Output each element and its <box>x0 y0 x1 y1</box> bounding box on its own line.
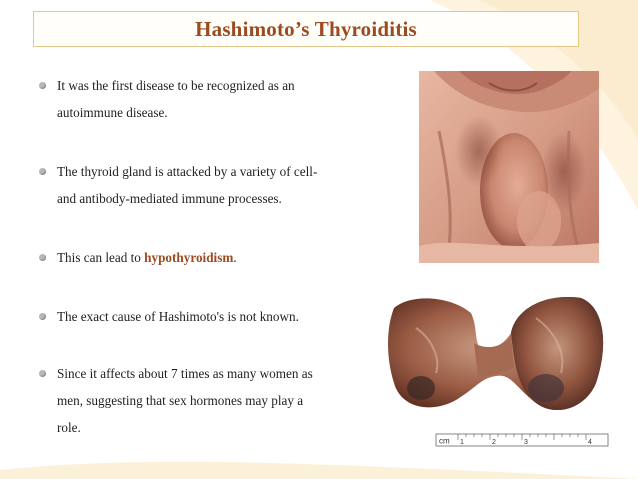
scale-mark-3: 3 <box>524 439 528 446</box>
slide-title: Hashimoto’s Thyroiditis <box>195 16 417 41</box>
title-box <box>33 11 579 47</box>
bullet-item <box>40 158 380 212</box>
bullet-item <box>40 244 380 271</box>
bullet-dot-icon <box>39 82 46 89</box>
bullet-text-after: . <box>233 250 237 265</box>
bullet-line: role. <box>57 420 81 435</box>
bullet-dot-icon <box>39 370 46 377</box>
highlight-term: hypothyroidism <box>144 250 234 265</box>
bullet-item <box>40 303 380 330</box>
bullet-dot-icon <box>39 254 46 261</box>
bullet-item <box>40 72 380 126</box>
scale-mark-4: 4 <box>588 439 592 446</box>
thyroid-specimen-photo <box>386 288 610 448</box>
scale-mark-1: 1 <box>460 439 464 446</box>
bullet-line: autoimmune disease. <box>57 105 168 120</box>
bullet-line: Since it affects about 7 times as many women as <box>57 366 313 381</box>
bullet-line: The thyroid gland is attacked by a variety of cell- <box>57 164 318 179</box>
bullet-line: men, suggesting that sex hormones may play a <box>57 393 304 408</box>
bullet-dot-icon <box>39 313 46 320</box>
bullet-line: The exact cause of Hashimoto's is not known. <box>57 309 299 324</box>
goiter-neck-photo <box>419 71 599 263</box>
scale-mark-2: 2 <box>492 439 496 446</box>
scale-unit-label: cm <box>439 436 450 446</box>
bullet-item <box>40 360 380 441</box>
bullet-dot-icon <box>39 168 46 175</box>
bullet-line: and antibody-mediated immune processes. <box>57 191 282 206</box>
bullet-line: It was the first disease to be recognized as an <box>57 78 295 93</box>
bullet-line <box>40 244 380 271</box>
bullet-text-before: This can lead to <box>57 250 145 265</box>
